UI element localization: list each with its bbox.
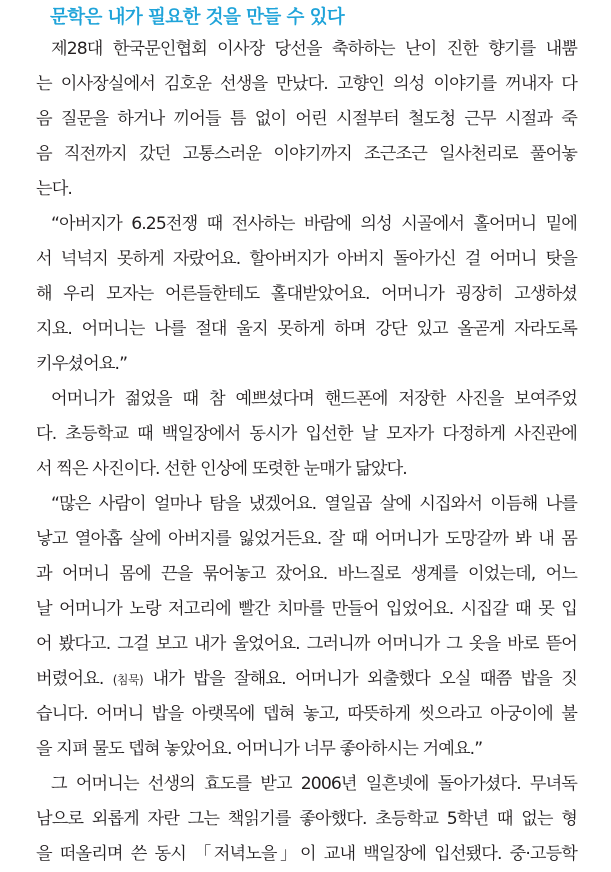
quote-line: 서 넉넉지 못하게 자랐어요. 할아버지가 아버지 돌아가신 걸 어머니 탓을 [36, 249, 577, 269]
paragraph-line: 음 직전까지 갔던 고통스러운 이야기까지 조근조근 일사천리로 풀어놓 [36, 144, 577, 164]
silence-annotation: (침묵) [112, 673, 144, 687]
quote-line: 어 봤다고. 그걸 보고 내가 울었어요. 그러니까 어머니가 그 옷을 바로 뜯어 [36, 634, 577, 654]
quote-line: “많은 사람이 얼마나 탐을 냈겠어요. 열일곱 살에 시집와서 이듬해 나를 [51, 494, 577, 514]
quote-text: 버렸어요. [36, 669, 113, 689]
quote-line [36, 664, 577, 694]
quote-line: 과 어머니 몸에 끈을 묶어놓고 잤어요. 바느질로 생계를 이었는데, 어느 [36, 564, 577, 584]
quote-line: 해 우리 모자는 어른들한테도 홀대받았어요. 어머니가 굉장히 고생하셨 [36, 284, 577, 304]
quote-line: “아버지가 6.25전쟁 때 전사하는 바람에 의성 시골에서 홀어머니 밑에 [51, 214, 577, 234]
paragraph-line: 그 어머니는 선생의 효도를 받고 2006년 일흔넷에 돌아가셨다. 무녀독 [51, 774, 577, 794]
paragraph-line: 을 떠올리며 쓴 동시 「저녁노을」이 교내 백일장에 입선됐다. 중·고등학 [36, 844, 577, 864]
paragraph-line: 다. 초등학교 때 백일장에서 동시가 입선한 날 모자가 다정하게 사진관에 [36, 424, 577, 444]
quote-line: 키우셨어요.” [36, 354, 128, 374]
quote-line: 을 지펴 물도 뎁혀 놓았어요. 어머니가 너무 좋아하시는 거예요.” [36, 739, 483, 759]
quote-line: 날 어머니가 노랑 저고리에 빨간 치마를 만들어 입었어요. 시집갈 때 못 입 [36, 599, 577, 619]
quote-text: 내가 밥을 잘해요. 어머니가 외출했다 오실 때쯤 밥을 짓 [143, 669, 577, 689]
paragraph-line: 제28대 한국문인협회 이사장 당선을 축하하는 난이 진한 향기를 내뿜 [51, 39, 577, 59]
quote-line: 낳고 열아홉 살에 아버지를 잃었거든요. 잘 때 어머니가 도망갈까 봐 내 몸 [36, 529, 577, 549]
paragraph-line: 어머니가 젊었을 때 참 예쁘셨다며 핸드폰에 저장한 사진을 보여주었 [51, 389, 577, 409]
section-heading: 문학은 내가 필요한 것을 만들 수 있다 [50, 7, 345, 28]
paragraph-line: 는다. [36, 179, 72, 199]
paragraph-line: 음 질문을 하거나 끼어들 틈 없이 어린 시절부터 철도청 근무 시절과 죽 [36, 109, 577, 129]
paragraph-line: 서 찍은 사진이다. 선한 인상에 또렷한 눈매가 닮았다. [36, 459, 407, 479]
quote-line: 습니다. 어머니 밥을 아랫목에 뎁혀 놓고, 따뜻하게 씻으라고 아궁이에 불 [36, 704, 577, 724]
paragraph-line: 남으로 외롭게 자란 그는 책읽기를 좋아했다. 초등학교 5학년 때 없는 형 [36, 809, 577, 829]
quote-line: 지요. 어머니는 나를 절대 울지 못하게 하며 강단 있고 올곧게 자라도록 [36, 319, 577, 339]
paragraph-line: 는 이사장실에서 김호운 선생을 만났다. 고향인 의성 이야기를 꺼내자 다 [36, 74, 577, 94]
